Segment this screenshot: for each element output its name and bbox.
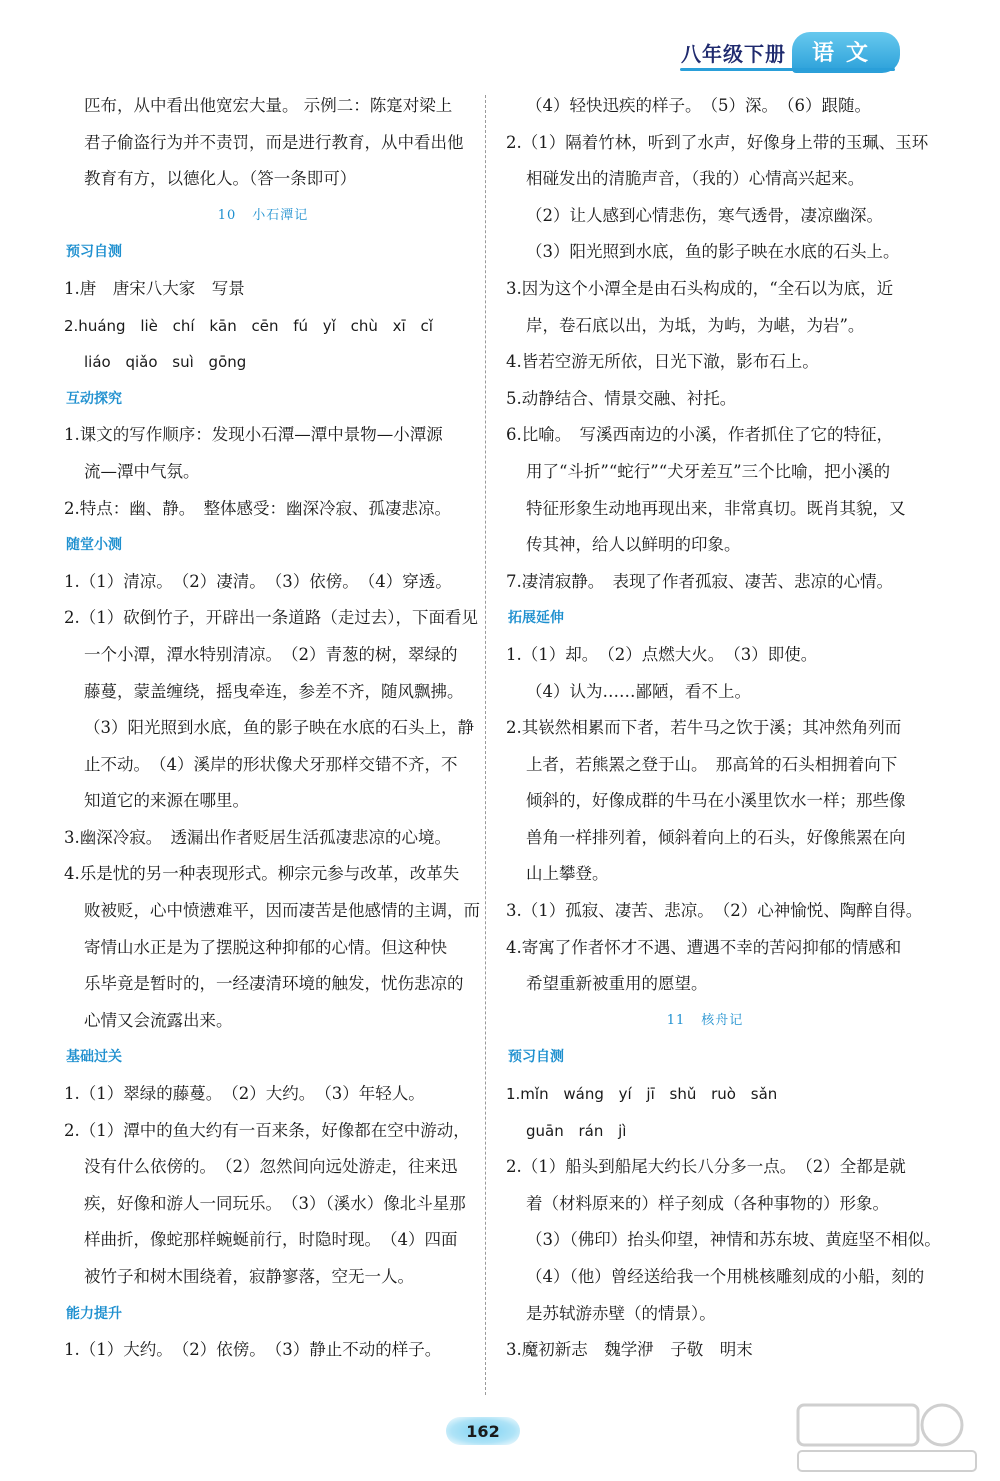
answer-line: 用了“斗折”“蛇行”“犬牙差互”三个比喻，把小溪的 <box>526 461 891 481</box>
section-heading: 预习自测 <box>66 244 122 261</box>
answer-line: 3.因为这个小潭全是由石头构成的，“全石以为底，近 <box>506 278 894 298</box>
section-heading: 基础过关 <box>66 1049 122 1066</box>
lesson-number: 11 <box>666 1012 686 1028</box>
answer-item <box>506 417 904 563</box>
answer-line: 岸，卷石底以出，为坻，为屿，为嵁，为岩”。 <box>526 315 865 335</box>
answer-line: 没有什么依傍的。 （2）忽然间向远处游走，往来迅 <box>84 1157 458 1177</box>
answer-item <box>64 1332 462 1369</box>
answer-line: 样曲折，像蛇那样蜿蜒前行，时隐时现。 （4）四面 <box>84 1230 458 1250</box>
answer-item <box>506 893 923 930</box>
answer-line: 教育有方，以德化人。（答一条即可） <box>84 169 357 189</box>
right-column <box>506 88 941 1369</box>
answer-line: 匹布，从中看出他宽宏大量。 示例二：陈寔对梁上 <box>84 96 453 115</box>
answer-line: 山上攀登。 <box>526 864 609 884</box>
answer-item <box>64 88 462 198</box>
answer-line: 特征形象生动地再现出来，非常真切。既肖其貌，又 <box>526 498 906 518</box>
answer-line: liáo qiǎo suì gōng <box>84 353 247 372</box>
answer-line: 2.其嵚然相累而下者，若牛马之饮于溪；其冲然角列而 <box>506 718 902 738</box>
answer-line: （3）阳光照到水底，鱼的影子映在水底的石头上，静 <box>84 718 474 738</box>
answer-line: 2.特点：幽、静。 整体感受：幽深冷寂、孤凄悲凉。 <box>64 498 451 518</box>
answer-line: （3）阳光照到水底，鱼的影子映在水底的石头上。 <box>526 242 900 262</box>
answer-line: 藤蔓，蒙盖缠绕，摇曳牵连，参差不齐，随风飘拂。 <box>84 681 464 701</box>
answer-item <box>64 856 480 1039</box>
answer-item <box>506 344 904 381</box>
answer-line: 一个小潭，潭水特别清凉。 （2）青葱的树，翠绿的 <box>84 644 458 664</box>
header-rule <box>680 68 895 71</box>
subject-badge: 语文 <box>792 32 900 73</box>
left-column <box>64 88 480 1369</box>
lesson-name: 核舟记 <box>701 1012 744 1028</box>
answer-line: 2.（1）隔着竹林，听到了水声，好像身上带的玉珮、玉环 <box>506 132 929 152</box>
answer-line: （4）轻快迅疾的样子。 （5）深。 （6）跟随。 <box>526 96 871 115</box>
answer-line: 希望重新被重用的愿望。 <box>526 974 708 994</box>
answer-line: 被竹子和树木围绕着，寂静寥落，空无一人。 <box>84 1267 414 1286</box>
answer-line: 7.凄清寂静。 表现了作者孤寂、凄苦、悲凉的心情。 <box>506 571 893 591</box>
answer-line: 1.mǐn wáng yí jī shǔ ruò sǎn <box>506 1085 778 1104</box>
answer-line: 1.（1）却。 （2）点燃大火。 （3）即使。 <box>506 644 818 664</box>
answer-line: 3.幽深冷寂。 透漏出作者贬居生活孤凄悲凉的心境。 <box>64 827 451 847</box>
answer-line: 倾斜的，好像成群的牛马在小溪里饮水一样；那些像 <box>526 791 906 811</box>
answer-item <box>64 820 462 857</box>
lesson-number: 10 <box>217 207 237 223</box>
answer-line: 2.（1）潭中的鱼大约有一百来条，好像都在空中游动， <box>64 1120 470 1140</box>
answer-item <box>506 381 904 418</box>
answer-item <box>506 710 904 893</box>
section-heading: 互动探究 <box>66 390 122 407</box>
answer-line: 3.（1）孤寂、凄苦、悲凉。 （2）心神愉悦、陶醉自得。 <box>506 901 923 921</box>
answer-line: 4.寄寓了作者怀才不遇、遭遇不幸的苦闷抑郁的情感和 <box>506 937 902 957</box>
answer-item <box>64 600 478 820</box>
answer-line: 5.动静结合、情景交融、衬托。 <box>506 388 737 408</box>
answer-line: 1.（1）大约。 （2）依傍。 （3）静止不动的样子。 <box>64 1340 442 1360</box>
answer-item <box>506 271 904 344</box>
lesson-title <box>506 1003 904 1040</box>
answer-line: 1.课文的写作顺序：发现小石潭—潭中景物—小潭源 <box>64 425 443 445</box>
answer-item <box>506 1149 941 1332</box>
answer-line: 1.（1）清凉。 （2）凄清。 （3）依傍。 （4）穿透。 <box>64 571 452 591</box>
answer-line: 君子偷盗行为并不责罚，而是进行教育，从中看出他 <box>84 132 464 152</box>
answer-line: 流—潭中气氛。 <box>84 461 200 481</box>
answer-line: 止不动。 （4）溪岸的形状像犬牙那样交错不齐，不 <box>84 754 458 774</box>
answer-line: 乐毕竟是暂时的，一经凄清环境的触发，忧伤悲凉的 <box>84 974 464 994</box>
answer-line: 2.huáng liè chí kān cēn fú yǐ chù xī cǐ <box>64 316 433 335</box>
answer-item <box>64 271 462 308</box>
section-heading: 随堂小测 <box>66 537 122 554</box>
answer-item <box>506 637 904 710</box>
answer-line: 传其神，给人以鲜明的印象。 <box>526 535 741 555</box>
column-divider <box>485 95 486 1395</box>
answer-line: 知道它的来源在哪里。 <box>84 791 249 811</box>
pinyin-answer <box>506 1076 904 1149</box>
pinyin-answer <box>64 308 462 381</box>
answer-line: 上者，若熊罴之登于山。 那高耸的石头相拥着向下 <box>526 754 898 774</box>
answer-line: 1.唐 唐宋八大家 写景 <box>64 278 245 298</box>
answer-line: 6.比喻。 写溪西南边的小溪，作者抓住了它的特征， <box>506 425 893 445</box>
section-heading: 拓展延伸 <box>508 610 564 627</box>
answer-line: （2）让人感到心情悲伤，寒气透骨，凄凉幽深。 <box>526 205 883 225</box>
answer-line: 4.皆若空游无所依，日光下澈，影布石上。 <box>506 352 819 372</box>
answer-item <box>506 1332 904 1369</box>
answer-line: （4）认为……鄙陋，看不上。 <box>526 681 751 701</box>
answer-line: 4.乐是忧的另一种表现形式。柳宗元参与改革，改革失 <box>64 864 460 884</box>
answer-line: 兽角一样排列着，倾斜着向上的石头，好像熊罴在向 <box>526 827 906 847</box>
section-heading: 预习自测 <box>508 1049 564 1066</box>
answer-line: （3）（佛印）抬头仰望，神情和苏东坡、黄庭坚不相似。 <box>526 1230 941 1250</box>
answer-item <box>506 564 904 601</box>
answer-item <box>506 125 929 271</box>
answer-line: guān rán jì <box>526 1121 627 1140</box>
answer-item <box>506 88 904 125</box>
answer-item <box>64 1113 470 1296</box>
answer-line: 1.（1）翠绿的藤蔓。 （2）大约。 （3）年轻人。 <box>64 1084 425 1104</box>
answer-line: 是苏轼游赤壁（的情景）。 <box>526 1303 716 1323</box>
answer-line: （4）（他）曾经送给我一个用桃核雕刻成的小船，刻的 <box>526 1267 925 1286</box>
answer-line: 相碰发出的清脆声音，（我的）心情高兴起来。 <box>526 169 865 189</box>
answer-line: 2.（1）砍倒竹子，开辟出一条道路（走过去），下面看见 <box>64 608 478 628</box>
section-heading: 能力提升 <box>66 1305 122 1322</box>
lesson-title <box>64 198 462 235</box>
answer-item <box>64 491 462 528</box>
answer-line: 寄情山水正是为了摆脱这种抑郁的心情。但这种快 <box>84 937 447 957</box>
answer-line: 败被贬，心中愤懑难平，因而凄苦是他感情的主调，而 <box>84 901 480 921</box>
answer-item <box>64 564 462 601</box>
answer-item <box>506 930 904 1003</box>
answer-item <box>64 1076 462 1113</box>
lesson-name: 小石潭记 <box>252 207 309 223</box>
watermark-logo <box>792 1397 982 1475</box>
answer-line: 着（材料原来的）样子刻成（各种事物的）形象。 <box>526 1193 889 1213</box>
answer-line: 2.（1）船头到船尾大约长八分多一点。 （2）全都是就 <box>506 1157 906 1177</box>
answer-line: 心情又会流露出来。 <box>84 1010 233 1030</box>
answer-item <box>64 417 462 490</box>
page-number: 162 <box>446 1417 520 1445</box>
answer-line: 疾，好像和游人一同玩乐。 （3）（溪水）像北斗星那 <box>84 1193 466 1213</box>
grade-label: 八年级下册 <box>680 41 786 66</box>
answer-line: 3.魔初新志 魏学洢 子敬 明末 <box>506 1340 753 1360</box>
